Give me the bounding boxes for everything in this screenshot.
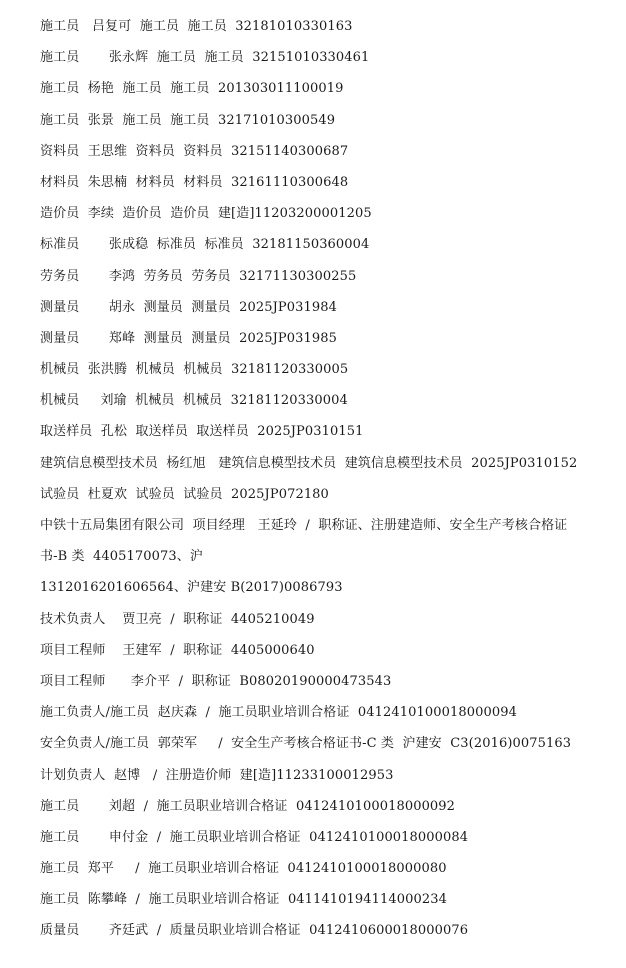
text-line: 技术负责人 贾卫亮 / 职称证 4405210049 [40,611,315,627]
text-line: 项目工程师 王建军 / 职称证 4405000640 [40,642,315,658]
text-line: 中铁十五局集团有限公司 项目经理 王延玲 / 职称证、注册建造师、安全生产考核合格证 [40,518,568,533]
text-line: 机械员 刘瑜 机械员 机械员 32181120330004 [40,393,348,409]
text-line: 资料员 王思维 资料员 资料员 32151140300687 [40,143,349,159]
text-line: 施工员 张永辉 施工员 施工员 32151010330461 [40,50,370,66]
text-line: 项目工程师 李介平 / 职称证 B08020190000473543 [40,673,392,689]
text-line: 书-B 类 4405170073、沪 [40,549,203,565]
personnel-list [40,18,622,954]
text-line: 造价员 李续 造价员 造价员 建[造]11203200001205 [40,206,372,222]
text-line: 质量员 齐廷武 / 质量员职业培训合格证 0412410600018000076 [40,923,469,939]
text-line: 施工员 张景 施工员 施工员 32171010300549 [40,112,336,128]
text-line: 建筑信息模型技术员 杨红旭 建筑信息模型技术员 建筑信息模型技术员 2025JP0310152 [40,455,578,471]
text-line: 取送样员 孔松 取送样员 取送样员 2025JP0310151 [40,424,364,440]
text-line: 施工员 杨艳 施工员 施工员 201303011100019 [40,81,344,97]
text-line: 施工员 吕复可 施工员 施工员 32181010330163 [40,19,353,34]
text-line: 施工员 申付金 / 施工员职业培训合格证 0412410100018000084 [40,829,469,845]
text-line: 施工员 刘超 / 施工员职业培训合格证 0412410100018000092 [40,798,456,814]
text-line: 施工员 郑平 / 施工员职业培训合格证 0412410100018000080 [40,861,447,877]
text-line: 试验员 杜夏欢 试验员 试验员 2025JP072180 [40,486,329,502]
text-line: 机械员 张洪腾 机械员 机械员 32181120330005 [40,362,349,378]
text-line: 1312016201606564、沪建安 B(2017)0086793 [40,580,343,596]
text-line: 标准员 张成稳 标准员 标准员 32181150360004 [40,237,370,253]
text-line: 材料员 朱思楠 材料员 材料员 32161110300648 [40,174,349,190]
text-line: 测量员 胡永 测量员 测量员 2025JP031984 [40,299,337,315]
text-line: 施工负责人/施工员 赵庆森 / 施工员职业培训合格证 0412410100018000094 [40,705,517,721]
text-line: 施工员 陈攀峰 / 施工员职业培训合格证 0411410194114000234 [40,892,447,908]
text-line: 安全负责人/施工员 郭荣军 / 安全生产考核合格证书-C 类 沪建安 C3(2016)0075163 [40,736,572,752]
text-line: 劳务员 李鸿 劳务员 劳务员 32171130300255 [40,268,357,284]
text-line: 测量员 郑峰 测量员 测量员 2025JP031985 [40,330,337,346]
text-line: 计划负责人 赵博 / 注册造价师 建[造]11233100012953 [40,767,394,783]
